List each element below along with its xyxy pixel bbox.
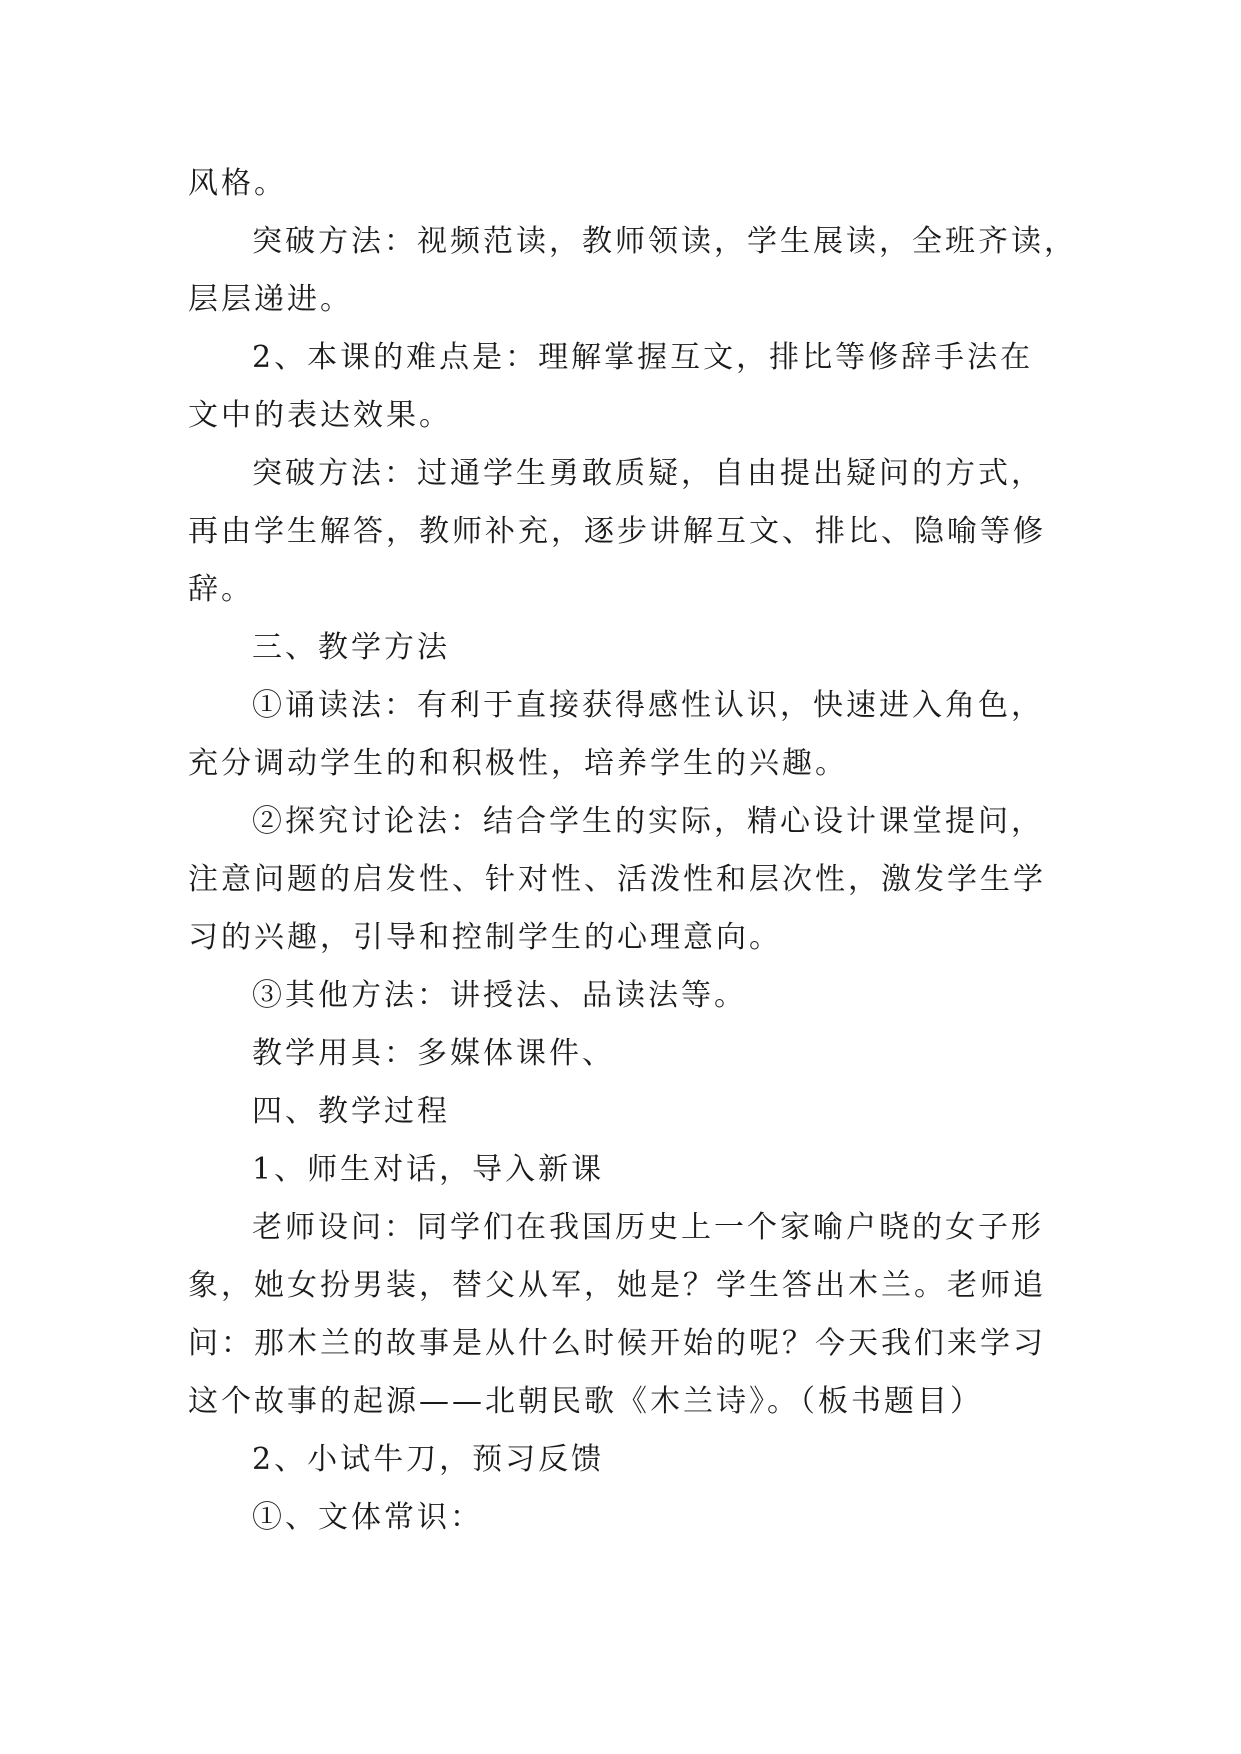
subsection-heading: 2、小试牛刀，预习反馈 [252,1442,605,1477]
text-line: 教学用具：多媒体课件、 [252,1036,615,1071]
section-heading: 三、教学方法 [252,630,450,665]
text-line: 象，她女扮男装，替父从军，她是？学生答出木兰。老师追 [188,1268,1046,1303]
text-line: ①、文体常识： [252,1500,483,1535]
text-line: ①诵读法：有利于直接获得感性认识，快速进入角色， [252,688,1044,723]
text-line: 注意问题的启发性、针对性、活泼性和层次性，激发学生学 [188,862,1046,897]
text-line: 再由学生解答，教师补充，逐步讲解互文、排比、隐喻等修 [188,514,1046,549]
section-heading: 四、教学过程 [252,1094,450,1129]
text-line: 突破方法：过通学生勇敢质疑，自由提出疑问的方式， [252,456,1044,491]
text-line: ③其他方法：讲授法、品读法等。 [252,978,747,1013]
text-line: 文中的表达效果。 [188,398,452,433]
text-line: 习的兴趣，引导和控制学生的心理意向。 [188,920,782,955]
text-line: 这个故事的起源——北朝民歌《木兰诗》。（板书题目） [188,1384,983,1419]
subsection-heading: 1、师生对话，导入新课 [252,1152,605,1187]
text-line: 老师设问：同学们在我国历史上一个家喻户晓的女子形 [252,1210,1044,1245]
text-line: 2、本课的难点是：理解掌握互文，排比等修辞手法在 [252,340,1034,375]
text-line: ②探究讨论法：结合学生的实际，精心设计课堂提问， [252,804,1044,839]
text-line: 突破方法：视频范读，教师领读，学生展读，全班齐读， [252,224,1077,259]
text-line: 层层递进。 [188,282,353,317]
text-line: 充分调动学生的和积极性，培养学生的兴趣。 [188,746,848,781]
text-line: 风格。 [188,166,287,201]
text-line: 问：那木兰的故事是从什么时候开始的呢？今天我们来学习 [188,1326,1046,1361]
text-line: 辞。 [188,572,254,607]
